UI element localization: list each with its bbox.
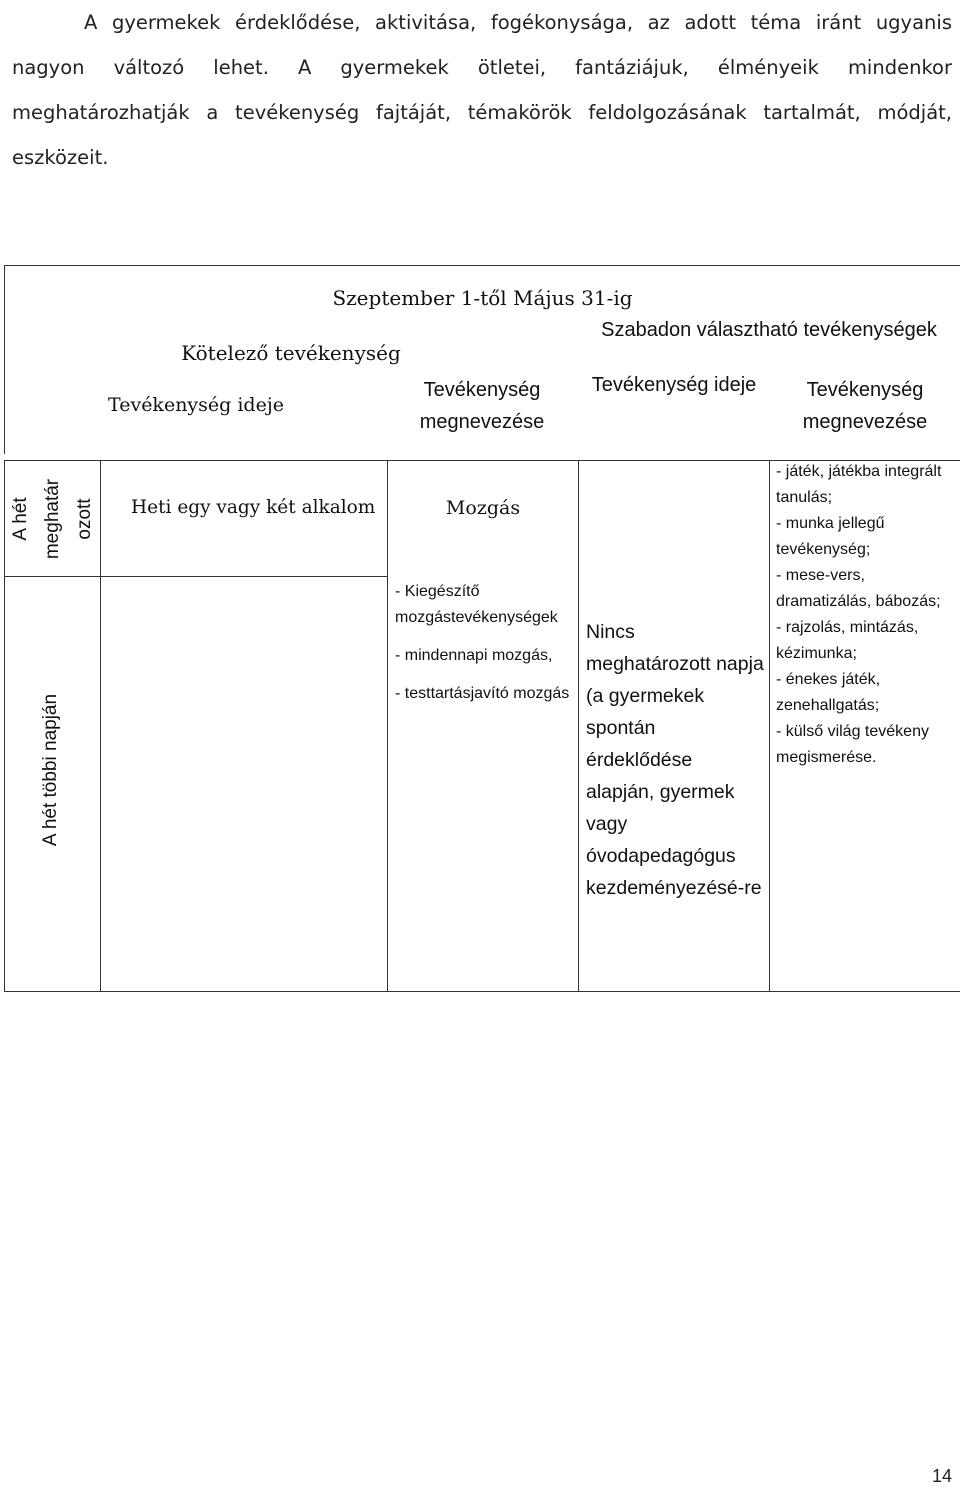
divider-3: [578, 461, 579, 991]
row1-label-line2: meghatár: [41, 478, 63, 559]
intro-text: A gyermekek érdeklődése, aktivitása, fogékonysága, az adott téma iránt ugyanis nagyon változó lehet. A gyermekek ötletei, fantáziájuk, élményeik mindenkor meghatározhatják a tevékenység fajtáját, témakörök feldolgozásának tartalmát, módját, eszközeit.: [12, 11, 952, 169]
optional-activity-5: - énekes játék, zenehallgatás;: [776, 671, 881, 714]
intro-paragraph: [12, 0, 952, 180]
row2-activity-2: - mindennapi mozgás,: [395, 647, 553, 664]
optional-activity-4: - rajzolás, mintázás, kézimunka;: [776, 619, 919, 662]
row1-label: [5, 461, 100, 576]
optional-activities: [776, 459, 958, 771]
row1-activity: Mozgás: [445, 497, 521, 519]
optional-activity-2: - munka jellegű tevékenység;: [776, 515, 885, 558]
row2-activities: [395, 579, 575, 707]
mandatory-header: Kötelező tevékenység: [181, 341, 401, 365]
col-time-mandatory: Tevékenység ideje: [108, 394, 284, 416]
optional-header: Szabadon választható tevékenységek: [601, 319, 937, 341]
period-title: Szeptember 1-től Május 31-ig: [332, 286, 633, 310]
row2-label: A hét többi napján: [39, 693, 61, 847]
col-name-mandatory: Tevékenység megnevezése: [419, 379, 545, 433]
page-number: 14: [931, 1466, 952, 1486]
col-time-optional: Tevékenység ideje: [591, 374, 757, 396]
col-name-optional: Tevékenység megnevezése: [802, 379, 928, 433]
optional-activity-6: - külső világ tevékeny megismerése.: [776, 723, 929, 766]
row1-label-line3: ozott: [73, 497, 95, 540]
optional-time: Nincs meghatározott napja (a gyermekek spontán érdeklődése alapján, gyermek vagy óvodapedagógus kezdeményezésé-re: [586, 621, 764, 899]
row2-activity-1: - Kiegészítő mozgástevékenységek: [395, 583, 558, 626]
row1-label-line1: A hét: [9, 496, 31, 541]
divider-4: [769, 461, 770, 991]
optional-activity-1: - játék, játékba integrált tanulás;: [776, 463, 942, 506]
divider-2: [387, 461, 388, 991]
schedule-header: [4, 265, 960, 454]
row1-time: Heti egy vagy két alkalom: [131, 497, 376, 518]
row2-activity-3: - testtartásjavító mozgás: [395, 685, 570, 702]
optional-activity-3: - mese-vers, dramatizálás, bábozás;: [776, 567, 941, 610]
schedule-body: [4, 460, 960, 992]
